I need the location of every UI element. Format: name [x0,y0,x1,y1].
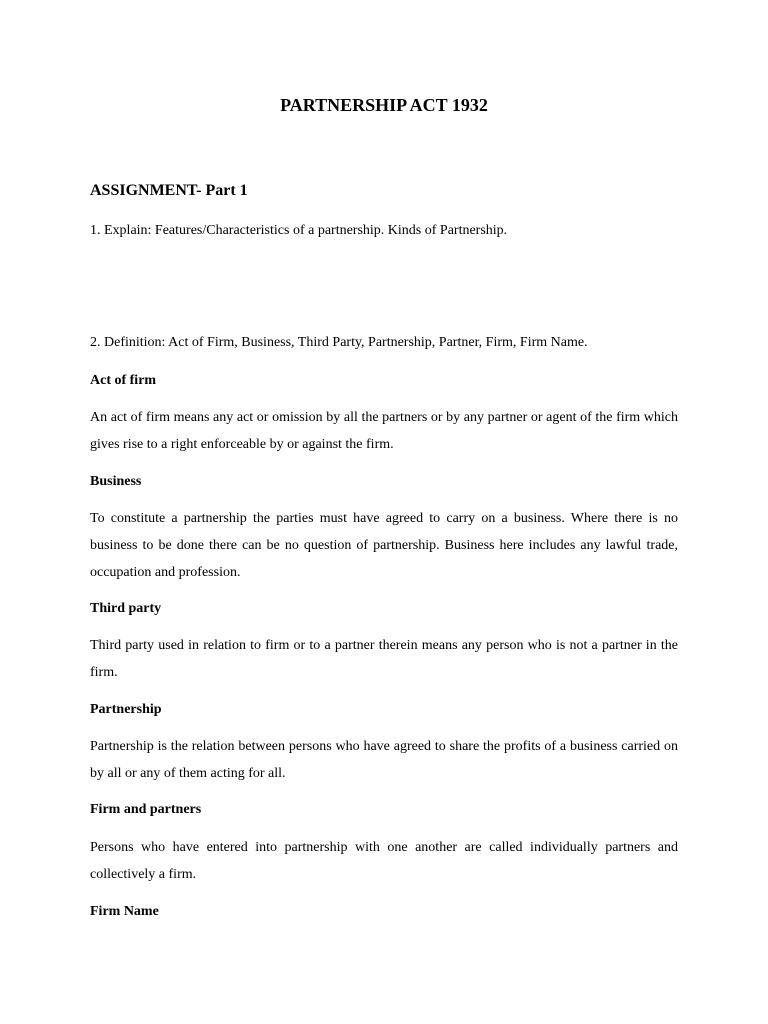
document-title: PARTNERSHIP ACT 1932 [280,95,488,115]
question-1: 1. Explain: Features/Characteristics of a partnership. Kinds of Partnership. [90,223,508,238]
term-partnership: Partnership [90,702,162,717]
term-firm-and-partners: Firm and partners [90,802,202,817]
term-business: Business [90,474,142,489]
assignment-heading-label: ASSIGNMENT [90,182,197,199]
definition-act-of-firm: An act of firm means any act or omission by all the partners or by any partner or agent of the firm which gives rise to a right enforceable by or against the firm. [90,410,678,452]
term-third-party: Third party [90,601,162,616]
question-2: 2. Definition: Act of Firm, Business, Third Party, Partnership, Partner, Firm, Firm Name. [90,335,588,350]
definition-partnership: Partnership is the relation between persons who have agreed to share the profits of a business carried on by all or any of them acting for all. [90,739,678,781]
definition-business: To constitute a partnership the parties must have agreed to carry on a business. Where there is no business to be done there can be no question of partnership. Business here includes any lawful trade, occupation and profession. [90,511,678,580]
assignment-heading-part: - Part 1 [196,182,248,199]
definition-firm-and-partners: Persons who have entered into partnership with one another are called individually partners and collectively a firm. [90,840,678,882]
assignment-heading [90,180,248,202]
term-firm-name: Firm Name [90,904,159,919]
definition-third-party: Third party used in relation to firm or to a partner therein means any person who is not a partner in the firm. [90,638,678,680]
term-act-of-firm: Act of firm [90,373,157,388]
